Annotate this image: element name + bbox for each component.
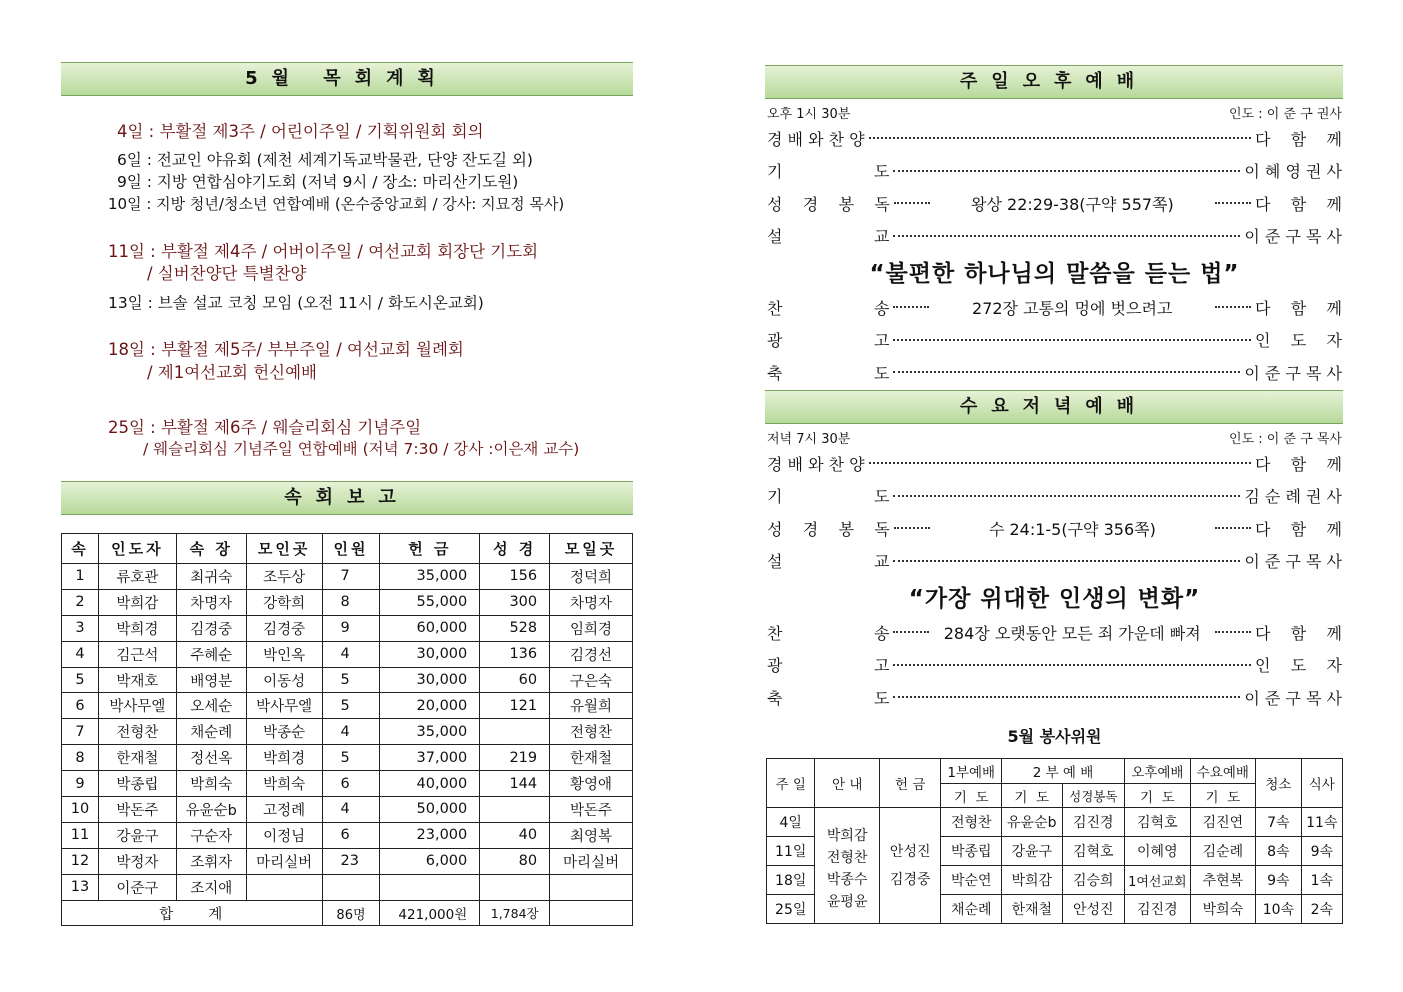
table-cell: 121 [480, 693, 550, 719]
dot-leader [893, 696, 1240, 698]
table-cell: 차명자 [176, 589, 246, 615]
table-cell: 한재철 [550, 745, 633, 771]
order-person: 이 혜 영 권 사 [1244, 162, 1342, 181]
table-row [62, 667, 633, 693]
dot-leader [869, 137, 1251, 139]
table-cell: 박희경 [98, 615, 176, 641]
plan-line: 11일 : 부활절 제4주 / 어버이주일 / 여선교회 회장단 기도회 [108, 242, 539, 261]
table-cell: 황영애 [550, 771, 633, 797]
dot-leader [894, 527, 930, 529]
table-cell: 주혜순 [176, 641, 246, 667]
duty-header-afternoon: 오후예배 [1125, 759, 1191, 784]
duty-header-cleaning: 청소 [1256, 759, 1301, 808]
table-cell: 박돈주 [550, 797, 633, 823]
duty-header-meal: 식사 [1301, 759, 1342, 808]
duty-cell: 10속 [1256, 895, 1301, 924]
duty-cell: 유윤순b [1002, 808, 1063, 837]
wednesday-title: 수요저녁예배 [959, 396, 1149, 417]
order-label: 설 교 [767, 552, 890, 571]
order-person: 이 준 구 목 사 [1244, 363, 1342, 383]
table-row [62, 745, 633, 771]
duty-cell: 2속 [1301, 895, 1342, 924]
order-label: 축 도 [767, 688, 890, 708]
table-cell: 이동성 [246, 667, 322, 693]
table-row [62, 771, 633, 797]
duty-cell: 8속 [1256, 837, 1301, 866]
table-cell: 6 [322, 771, 380, 797]
table-cell: 219 [480, 745, 550, 771]
col-header: 모일곳 [550, 534, 633, 564]
table-cell: 전형찬 [98, 719, 176, 745]
table-cell: 55,000 [380, 589, 480, 615]
duty-cell: 1속 [1301, 866, 1342, 895]
order-item [767, 516, 1342, 540]
table-cell: 마리실버 [246, 848, 322, 874]
order-item [767, 653, 1342, 677]
duty-title: 5월 봉사위원 [1007, 727, 1102, 746]
order-item [767, 484, 1342, 508]
duty-cell: 9속 [1256, 866, 1301, 895]
plan-line: 4일 : 부활절 제3주 / 어린이주일 / 기획위원회 회의 [117, 122, 484, 141]
order-item [767, 191, 1342, 215]
table-cell: 13 [62, 874, 99, 900]
table-cell: 40,000 [380, 771, 480, 797]
table-cell: 박희경 [246, 745, 322, 771]
table-cell: 6,000 [380, 848, 480, 874]
wednesday-time-row [767, 428, 1342, 447]
offering-name: 안성진 [889, 843, 931, 860]
order-label: 성 경 봉 독 [767, 519, 890, 539]
table-cell [246, 874, 322, 900]
report-title: 속회보고 [284, 487, 410, 508]
table-cell: 고정례 [246, 797, 322, 823]
table-cell: 유월희 [550, 693, 633, 719]
duty-cell: 박종립 [941, 837, 1002, 866]
table-cell: 채순례 [176, 719, 246, 745]
plan-title: 5월 목회계획 [245, 68, 449, 89]
guide-name: 박종수 [826, 871, 868, 888]
table-cell: 37,000 [380, 745, 480, 771]
table-row [62, 719, 633, 745]
dot-leader [893, 339, 1250, 341]
table-cell: 박사무엘 [246, 693, 322, 719]
table-cell: 5 [62, 667, 99, 693]
dot-leader [893, 560, 1240, 562]
table-cell: 5 [322, 667, 380, 693]
duty-cell: 한재철 [1002, 895, 1063, 924]
dot-leader [893, 371, 1240, 373]
plan-line: 10일 : 지방 청년/청소년 연합예배 (온수중앙교회 / 강사: 지묘정 목사) [108, 195, 565, 213]
order-label: 기 도 [767, 487, 890, 506]
table-cell [322, 874, 380, 900]
duty-week: 4일 [767, 808, 815, 837]
table-cell [480, 874, 550, 900]
plan-line: 6일 : 전교인 야유회 (제천 세계기독교박물관, 단양 잔도길 외) [117, 151, 533, 169]
dot-leader [1215, 527, 1251, 529]
dot-leader [893, 306, 929, 308]
offering-name: 김경중 [889, 871, 931, 888]
duty-cell: 김진경 [1062, 808, 1125, 837]
order-item [767, 360, 1342, 384]
table-cell: 박사무엘 [98, 693, 176, 719]
order-person: 다 함 께 [1254, 623, 1342, 643]
sunday-leader: 인도 : 이 준 구 권사 [1229, 107, 1342, 122]
order-label: 광 고 [767, 656, 890, 675]
table-cell: 5 [322, 745, 380, 771]
order-label: 찬 송 [767, 298, 890, 318]
order-detail: 수 24:1-5(구약 356쪽) [988, 519, 1156, 539]
table-cell: 23,000 [380, 822, 480, 848]
duty-header-service2: 2 부 예 배 [1002, 759, 1125, 784]
table-cell: 박희숙 [176, 771, 246, 797]
dot-leader [869, 462, 1251, 464]
table-cell: 136 [480, 641, 550, 667]
duty-guides-cell [815, 808, 880, 924]
table-cell: 차명자 [550, 589, 633, 615]
table-cell: 최귀숙 [176, 564, 246, 590]
table-header-row [62, 534, 633, 564]
order-label: 축 도 [767, 363, 890, 383]
duty-header-guide: 안 내 [815, 759, 880, 808]
table-cell: 40 [480, 822, 550, 848]
table-cell: 6 [62, 693, 99, 719]
order-person: 인 도 자 [1254, 331, 1342, 350]
duty-cell: 11속 [1301, 808, 1342, 837]
table-cell: 유윤순b [176, 797, 246, 823]
duty-sub-reading: 성경봉독 [1062, 784, 1125, 808]
col-header: 속 [62, 534, 99, 564]
table-cell: 강학희 [246, 589, 322, 615]
order-label: 성 경 봉 독 [767, 194, 890, 214]
table-cell: 4 [62, 641, 99, 667]
sunday-title-bar [765, 65, 1343, 99]
order-item [767, 126, 1342, 150]
duty-sub-prayer: 기 도 [1190, 784, 1256, 808]
table-cell: 300 [480, 589, 550, 615]
table-cell: 30,000 [380, 641, 480, 667]
order-person: 이 준 구 목 사 [1244, 688, 1342, 708]
dot-leader [893, 495, 1240, 497]
order-person: 다 함 께 [1254, 519, 1342, 539]
duty-cell: 김승희 [1062, 866, 1125, 895]
table-cell: 6 [322, 822, 380, 848]
order-detail: 왕상 22:29-38(구약 557쪽) [971, 194, 1174, 214]
table-cell: 박희감 [98, 589, 176, 615]
table-cell: 4 [322, 797, 380, 823]
table-cell: 정선옥 [176, 745, 246, 771]
wednesday-sermon-title: “가장 위대한 인생의 변화” [908, 586, 1201, 612]
table-cell: 12 [62, 848, 99, 874]
sunday-sermon-title: “불편한 하나님의 말씀을 듣는 법” [869, 261, 1240, 287]
table-cell: 528 [480, 615, 550, 641]
col-header: 모인곳 [246, 534, 322, 564]
order-item [767, 620, 1342, 644]
duty-cell: 김진경 [1125, 895, 1191, 924]
table-cell: 4 [322, 641, 380, 667]
duty-header-service1: 1부예배 [941, 759, 1002, 784]
table-cell [480, 719, 550, 745]
table-cell: 60 [480, 667, 550, 693]
table-cell: 정덕희 [550, 564, 633, 590]
order-detail: 272장 고통의 멍에 벗으려고 [972, 298, 1173, 318]
duty-cell: 7속 [1256, 808, 1301, 837]
order-item [767, 451, 1342, 475]
table-cell: 156 [480, 564, 550, 590]
table-cell: 144 [480, 771, 550, 797]
table-cell: 전형찬 [550, 719, 633, 745]
order-person: 다 함 께 [1254, 298, 1342, 318]
plan-line: / 제1여선교회 헌신예배 [147, 363, 317, 382]
table-cell: 박희숙 [246, 771, 322, 797]
table-cell [480, 797, 550, 823]
duty-week: 18일 [767, 866, 815, 895]
order-person: 인 도 자 [1254, 656, 1342, 675]
table-row [62, 848, 633, 874]
order-item [767, 685, 1342, 709]
table-cell: 조지애 [176, 874, 246, 900]
table-cell: 30,000 [380, 667, 480, 693]
table-cell: 마리실버 [550, 848, 633, 874]
duty-cell: 박희감 [1002, 866, 1063, 895]
duty-header-wednesday: 수요예배 [1190, 759, 1256, 784]
table-cell: 11 [62, 822, 99, 848]
sunday-time-row [767, 103, 1342, 122]
order-item [767, 295, 1342, 319]
table-cell: 김근석 [98, 641, 176, 667]
table-row [62, 693, 633, 719]
plan-line: 13일 : 브솔 설교 코칭 모임 (오전 11시 / 화도시온교회) [108, 294, 484, 312]
duty-cell: 전형찬 [941, 808, 1002, 837]
total-offering: 421,000원 [380, 900, 480, 926]
col-header: 속 장 [176, 534, 246, 564]
table-cell: 80 [480, 848, 550, 874]
order-label: 기 도 [767, 162, 890, 181]
dot-leader [893, 170, 1240, 172]
table-cell: 조휘자 [176, 848, 246, 874]
table-row [62, 874, 633, 900]
order-label: 찬 송 [767, 623, 890, 643]
duty-cell: 김혁호 [1062, 837, 1125, 866]
table-row [62, 615, 633, 641]
plan-line: / 실버찬양단 특별찬양 [147, 264, 307, 283]
table-row [62, 564, 633, 590]
duty-roster-table [766, 758, 1343, 924]
table-cell [380, 874, 480, 900]
table-cell: 8 [322, 589, 380, 615]
plan-line: 9일 : 지방 연합심야기도회 (저녁 9시 / 장소: 마리산기도원) [117, 173, 519, 191]
table-row [62, 589, 633, 615]
table-cell: 8 [62, 745, 99, 771]
duty-sub-prayer: 기 도 [941, 784, 1002, 808]
order-label: 경 배 와 찬 양 [767, 129, 865, 149]
duty-header-offering: 헌 금 [879, 759, 941, 808]
duty-cell: 1여선교회 [1125, 866, 1191, 895]
report-title-bar [61, 481, 633, 515]
duty-week: 25일 [767, 895, 815, 924]
order-label: 광 고 [767, 331, 890, 350]
dot-leader [893, 235, 1240, 237]
plan-title-bar [61, 62, 633, 96]
table-row [62, 822, 633, 848]
table-cell: 4 [322, 719, 380, 745]
duty-cell: 김순례 [1190, 837, 1256, 866]
order-person: 이 준 구 목 사 [1244, 227, 1342, 246]
table-cell: 3 [62, 615, 99, 641]
table-cell: 7 [322, 564, 380, 590]
duty-sub-prayer: 기 도 [1002, 784, 1063, 808]
guide-name: 박희감 [826, 827, 868, 844]
table-cell: 9 [62, 771, 99, 797]
duty-cell: 김진연 [1190, 808, 1256, 837]
table-cell: 1 [62, 564, 99, 590]
table-cell: 이준구 [98, 874, 176, 900]
total-row [62, 900, 633, 926]
table-cell: 2 [62, 589, 99, 615]
table-cell: 박종립 [98, 771, 176, 797]
dot-leader [1215, 202, 1251, 204]
table-cell: 김경중 [246, 615, 322, 641]
cell-report-table [61, 533, 633, 926]
col-header: 성 경 [480, 534, 550, 564]
table-cell: 류호관 [98, 564, 176, 590]
table-cell: 5 [322, 693, 380, 719]
table-cell: 23 [322, 848, 380, 874]
table-cell: 35,000 [380, 719, 480, 745]
table-row [62, 641, 633, 667]
table-cell: 구순자 [176, 822, 246, 848]
duty-cell: 안성진 [1062, 895, 1125, 924]
table-cell: 20,000 [380, 693, 480, 719]
table-cell: 9 [322, 615, 380, 641]
table-cell: 조두상 [246, 564, 322, 590]
duty-sub-prayer: 기 도 [1125, 784, 1191, 808]
table-cell [550, 874, 633, 900]
total-bible: 1,784장 [480, 900, 550, 926]
dot-leader [893, 664, 1250, 666]
wednesday-leader: 인도 : 이 준 구 목사 [1229, 432, 1342, 447]
order-detail: 284장 오랫동안 모든 죄 가운데 빠져 [943, 623, 1201, 643]
duty-cell: 추현복 [1190, 866, 1256, 895]
plan-line: / 웨슬리회심 기념주일 연합예배 (저녁 7:30 / 강사 :이은재 교수) [143, 440, 580, 458]
table-cell: 박정자 [98, 848, 176, 874]
duty-week: 11일 [767, 837, 815, 866]
order-person: 다 함 께 [1254, 194, 1342, 214]
table-row [62, 797, 633, 823]
duty-cell: 채순례 [941, 895, 1002, 924]
table-cell: 박인옥 [246, 641, 322, 667]
dot-leader [1215, 631, 1251, 633]
table-cell: 35,000 [380, 564, 480, 590]
table-cell: 이정님 [246, 822, 322, 848]
table-cell: 김경선 [550, 641, 633, 667]
guide-name: 전형찬 [826, 849, 868, 866]
col-header: 인원 [322, 534, 380, 564]
total-people: 86명 [322, 900, 380, 926]
table-cell: 60,000 [380, 615, 480, 641]
table-cell: 박종순 [246, 719, 322, 745]
order-item [767, 328, 1342, 352]
sunday-title: 주일오후예배 [959, 71, 1149, 92]
duty-header-week: 주 일 [767, 759, 815, 808]
table-cell: 박재호 [98, 667, 176, 693]
duty-cell: 강윤구 [1002, 837, 1063, 866]
order-item [767, 159, 1342, 183]
dot-leader [893, 631, 929, 633]
guide-name: 윤평윤 [826, 893, 868, 910]
col-header: 인도자 [98, 534, 176, 564]
table-cell: 7 [62, 719, 99, 745]
duty-offering-cell [879, 808, 941, 924]
dot-leader [894, 202, 930, 204]
table-cell: 한재철 [98, 745, 176, 771]
duty-cell: 9속 [1301, 837, 1342, 866]
duty-cell: 김혁호 [1125, 808, 1191, 837]
order-label: 경 배 와 찬 양 [767, 454, 865, 474]
order-label: 설 교 [767, 227, 890, 246]
table-cell: 김경중 [176, 615, 246, 641]
table-cell: 박돈주 [98, 797, 176, 823]
order-person: 다 함 께 [1254, 454, 1342, 474]
duty-cell: 박순연 [941, 866, 1002, 895]
plan-line: 18일 : 부활절 제5주/ 부부주일 / 여선교회 월례회 [108, 340, 464, 359]
table-cell: 최영복 [550, 822, 633, 848]
table-cell: 임희경 [550, 615, 633, 641]
table-cell: 배영분 [176, 667, 246, 693]
col-header: 헌 금 [380, 534, 480, 564]
table-cell: 50,000 [380, 797, 480, 823]
order-person: 이 준 구 목 사 [1244, 552, 1342, 571]
order-person: 다 함 께 [1254, 129, 1342, 149]
wednesday-time: 저녁 7시 30분 [767, 432, 851, 447]
plan-line: 25일 : 부활절 제6주 / 웨슬리회심 기념주일 [108, 418, 422, 437]
dot-leader [1215, 306, 1251, 308]
total-label: 합 계 [62, 900, 323, 926]
table-cell: 10 [62, 797, 99, 823]
wednesday-title-bar [765, 390, 1343, 424]
order-person: 김 순 례 권 사 [1244, 487, 1342, 506]
sunday-time: 오후 1시 30분 [767, 107, 851, 122]
duty-cell: 박희숙 [1190, 895, 1256, 924]
table-cell: 강윤구 [98, 822, 176, 848]
table-cell: 오세순 [176, 693, 246, 719]
order-item [767, 549, 1342, 573]
duty-cell: 이혜영 [1125, 837, 1191, 866]
order-item [767, 224, 1342, 248]
total-empty [550, 900, 633, 926]
table-cell: 구은숙 [550, 667, 633, 693]
